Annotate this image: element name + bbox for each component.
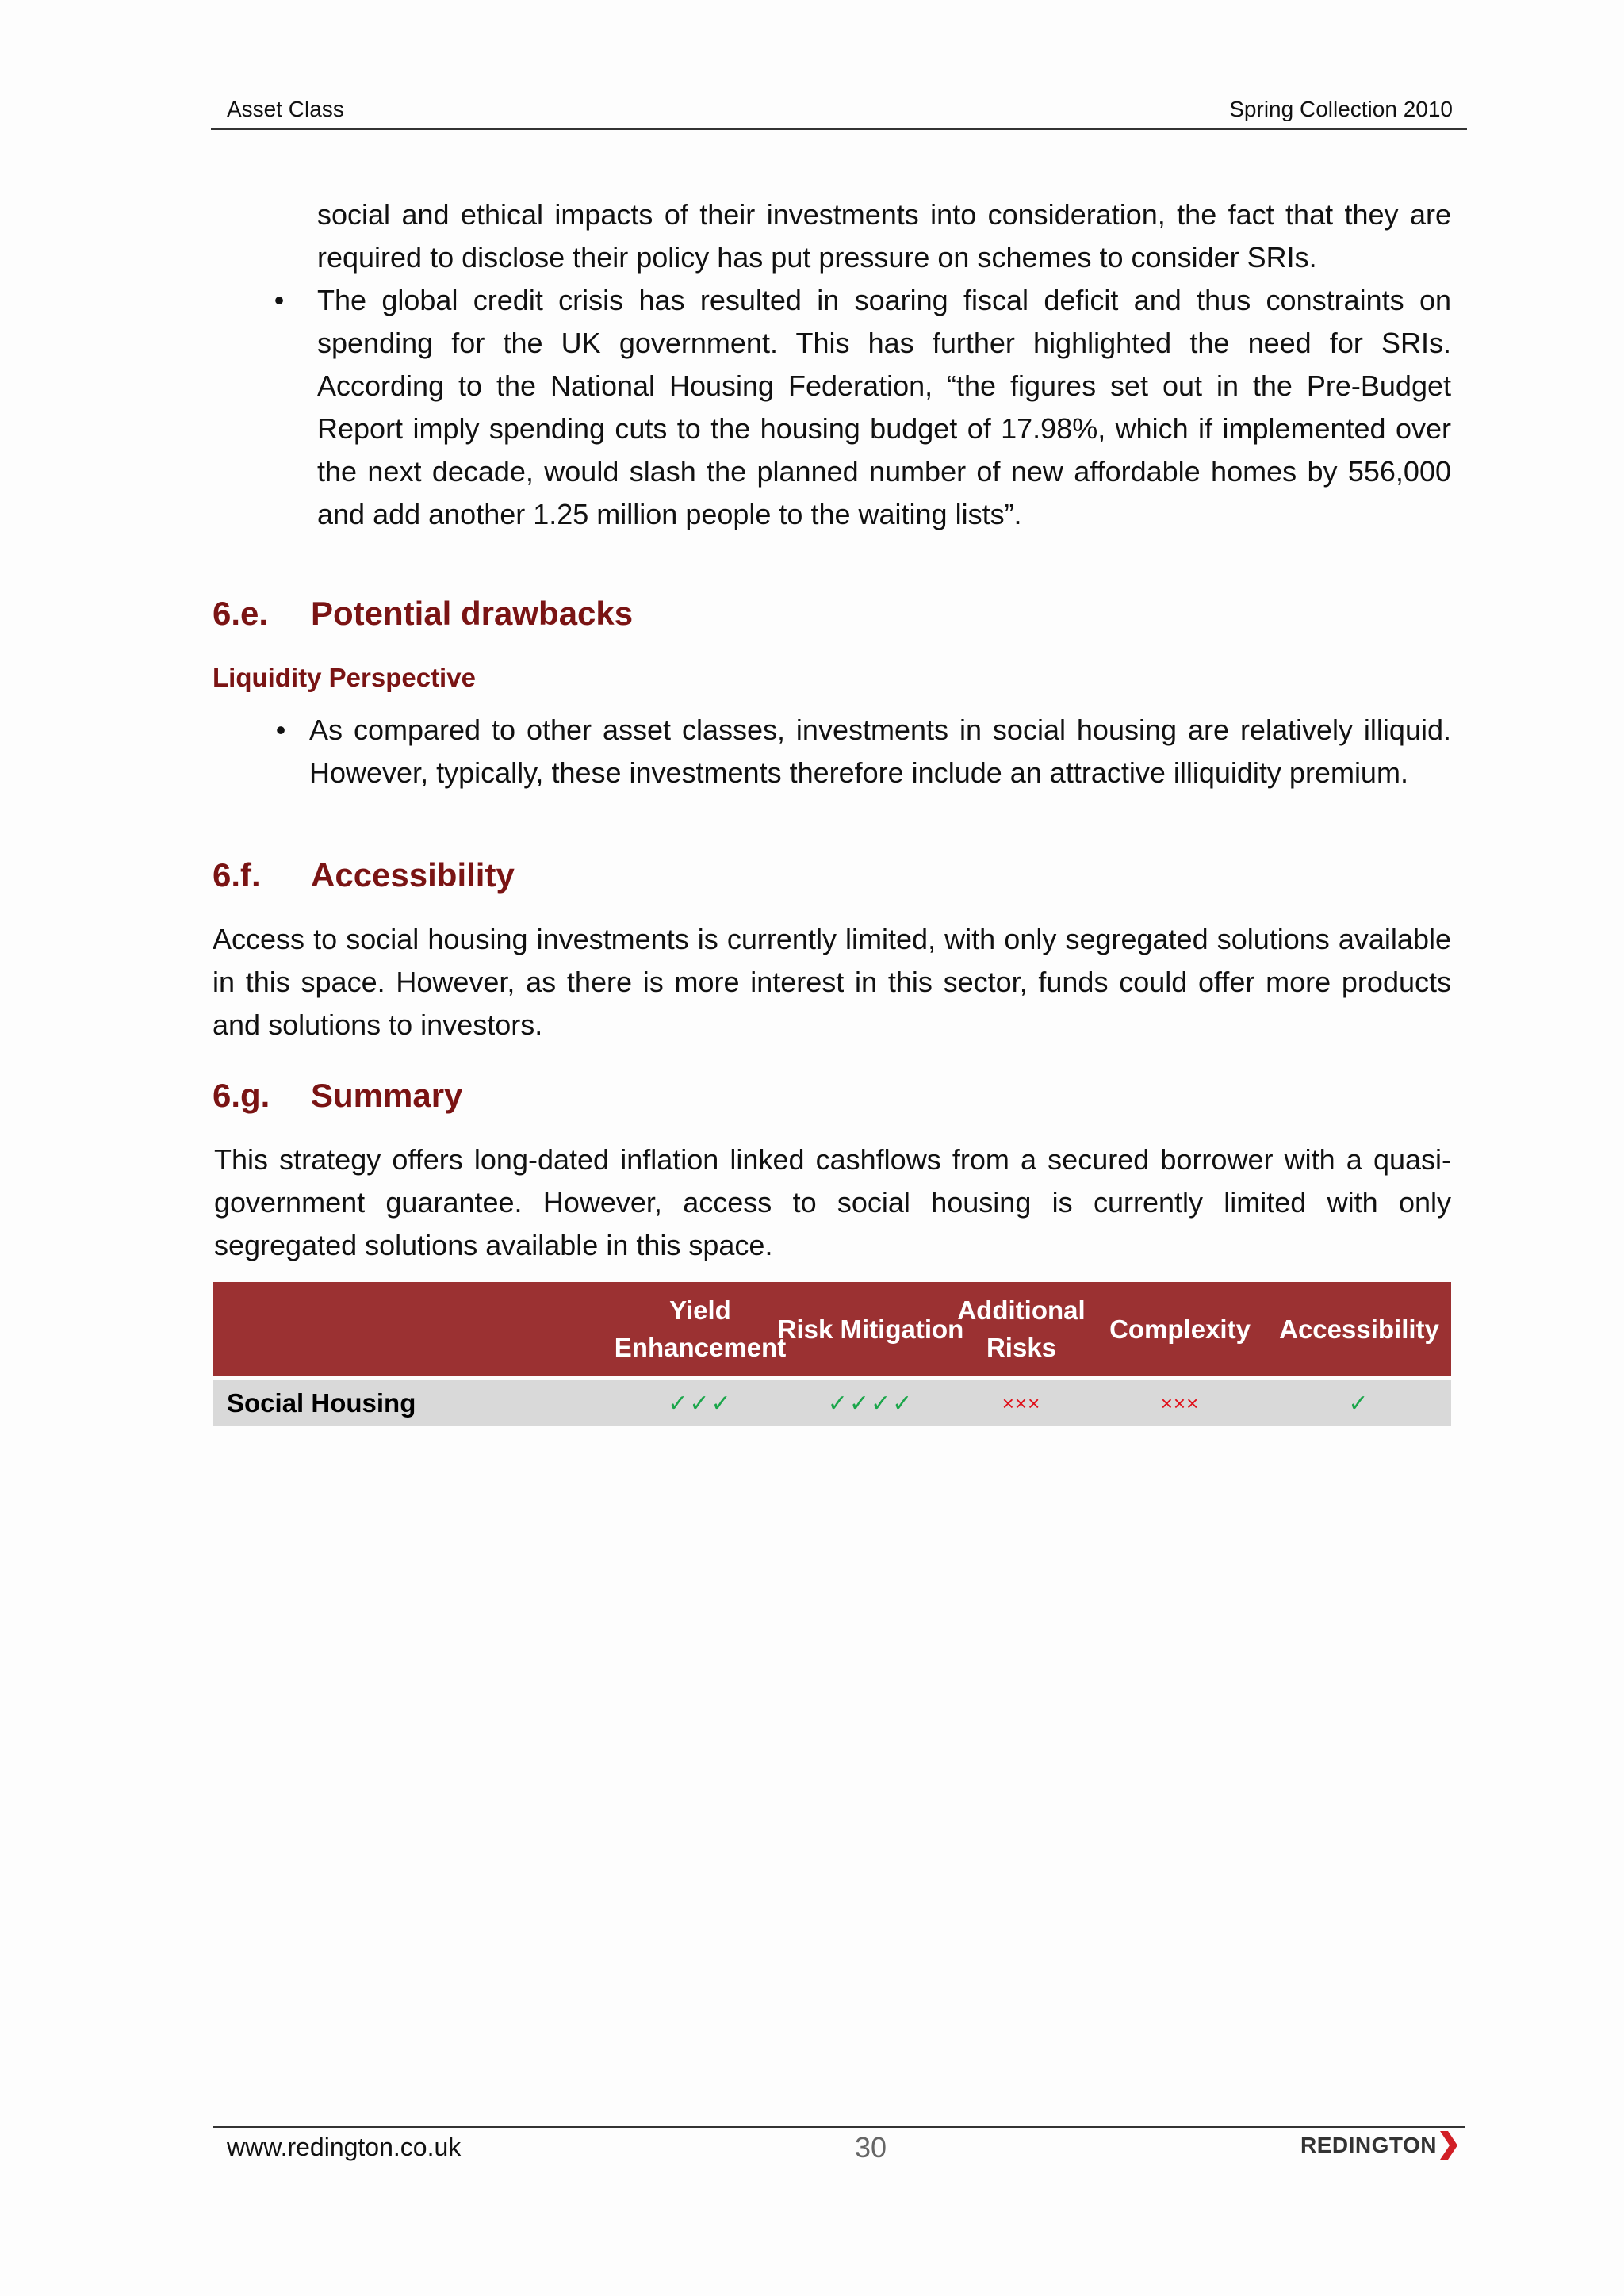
section-title: Summary [311, 1077, 463, 1114]
intro-bullet-text: The global credit crisis has resulted in soaring fiscal deficit and thus constraints on spending for the UK government. This has further highlighted the need for SRIs. According to the National Housing Federation, “the figures set out in the Pre-Budget Report imply spending cuts to the housing budget of 17.98%, which if implemented over the next decade, would slash the planned number of new affordable homes by 556,000 and add another 1.25 million people to the waiting lists”. [317, 284, 1451, 530]
summary-table [213, 1282, 1451, 1426]
cross-icon: ××× [1160, 1391, 1200, 1415]
section-title: Potential drawbacks [311, 595, 634, 632]
table-header-cell: Complexity [1109, 1314, 1251, 1344]
check-icon: ✓✓✓ [668, 1390, 733, 1417]
header-doc-title: Asset Class [227, 97, 344, 121]
table-header-cell [213, 1282, 553, 1376]
page-header [211, 94, 1467, 130]
list-item [274, 279, 1451, 536]
footer-website-link[interactable]: www.redington.co.uk [227, 2133, 462, 2161]
table-cell [1267, 1380, 1451, 1426]
accessibility-paragraph: Access to social housing investments is currently limited, with only segregated solutions available in this space. However, as there is more interest in this sector, funds could offer more products and solutions to investors. [213, 923, 1451, 1041]
table-header-cell: Additional Risks [957, 1295, 1086, 1362]
logo-text: REDINGTON [1300, 2133, 1437, 2157]
section-title: Accessibility [311, 856, 515, 894]
check-icon: ✓✓✓✓ [827, 1390, 914, 1417]
section-heading-summary [213, 1077, 462, 1115]
header-collection: Spring Collection 2010 [1229, 97, 1453, 121]
redington-logo [1300, 2130, 1459, 2161]
subheading-liquidity: Liquidity Perspective [213, 663, 476, 692]
page-number: 30 [855, 2131, 887, 2164]
intro-block [274, 193, 1451, 536]
section-number: 6.e. [213, 595, 269, 632]
section-number: 6.f. [213, 856, 261, 894]
table-cell [1093, 1380, 1267, 1426]
section-heading-potential-drawbacks [213, 595, 633, 633]
summary-paragraph: This strategy offers long-dated inflation linked cashflows from a secured borrower with a quasi-government guarantee. However, access to social housing is currently limited with only segregated solutions available in this space. [214, 1143, 1451, 1261]
liquidity-bullet-text: As compared to other asset classes, investments in social housing are relatively illiquid. However, typically, these investments therefore include an attractive illiquidity premium. [309, 714, 1451, 789]
table-cell [942, 1380, 1101, 1426]
footer-divider [213, 2126, 1465, 2128]
chevron-right-icon [1437, 2130, 1459, 2161]
bullet-icon: • [275, 714, 286, 746]
table-header-cell: Accessibility [1279, 1314, 1439, 1344]
check-icon: ✓ [1348, 1390, 1370, 1417]
bullet-icon: • [274, 284, 285, 316]
table-row-label: Social Housing [227, 1388, 416, 1418]
cross-icon: ××× [1002, 1391, 1041, 1415]
section-heading-accessibility [213, 856, 515, 894]
table-header-row [213, 1282, 1451, 1376]
liquidity-block [275, 709, 1451, 794]
list-item [275, 709, 1451, 794]
table-row [213, 1380, 1451, 1426]
intro-continuation: social and ethical impacts of their investments into consideration, the fact that they are required to disclose their policy has put pressure on schemes to consider SRIs. [317, 198, 1451, 274]
table-header-cell: Risk Mitigation [777, 1314, 964, 1344]
table-cell [776, 1380, 966, 1426]
table-header-cell: Yield Enhancement [614, 1295, 787, 1362]
section-number: 6.g. [213, 1077, 270, 1114]
